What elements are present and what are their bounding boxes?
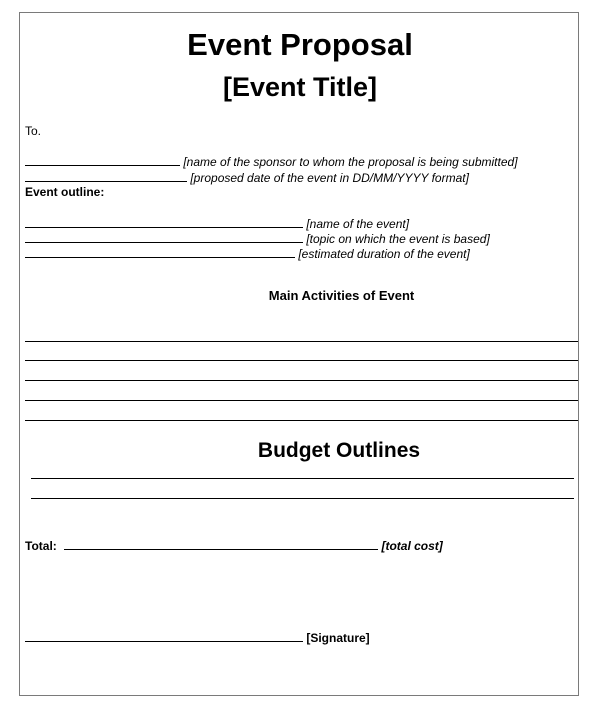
- outline-line-topic: [25, 231, 490, 246]
- event-name-hint: [name of the event]: [306, 217, 410, 231]
- activities-line[interactable]: [25, 400, 578, 401]
- signature-hint: [Signature]: [306, 631, 370, 645]
- sponsor-hint: [name of the sponsor to whom the proposal is being submitted]: [183, 155, 518, 169]
- date-line: [25, 170, 469, 185]
- sponsor-line: [25, 154, 518, 169]
- event-duration-blank[interactable]: [25, 246, 295, 258]
- activities-line[interactable]: [25, 341, 578, 342]
- total-line: [25, 538, 443, 553]
- date-blank[interactable]: [25, 170, 187, 182]
- event-topic-blank[interactable]: [25, 231, 303, 243]
- budget-line[interactable]: [31, 478, 574, 479]
- activities-heading: Main Activities of Event: [268, 288, 415, 303]
- event-name-blank[interactable]: [25, 216, 303, 228]
- outline-line-duration: [25, 246, 470, 261]
- event-duration-hint: [estimated duration of the event]: [298, 247, 470, 261]
- event-topic-hint: [topic on which the event is based]: [306, 232, 490, 246]
- total-blank[interactable]: [64, 538, 378, 550]
- activities-line[interactable]: [25, 420, 578, 421]
- event-title-placeholder: [Event Title]: [222, 72, 378, 102]
- signature-line: [25, 630, 370, 645]
- document-page: [19, 12, 579, 696]
- activities-line[interactable]: [25, 380, 578, 381]
- signature-blank[interactable]: [25, 630, 303, 642]
- event-outline-label: Event outline:: [25, 185, 105, 199]
- budget-heading: Budget Outlines: [257, 439, 421, 462]
- to-label: To.: [25, 124, 42, 138]
- activities-line[interactable]: [25, 360, 578, 361]
- total-label: Total:: [25, 539, 57, 553]
- total-hint: [total cost]: [381, 539, 443, 553]
- document-title: Event Proposal: [187, 27, 413, 62]
- budget-line[interactable]: [31, 498, 574, 499]
- outline-line-name: [25, 216, 409, 231]
- sponsor-blank[interactable]: [25, 154, 180, 166]
- date-hint: [proposed date of the event in DD/MM/YYYY format]: [190, 171, 469, 185]
